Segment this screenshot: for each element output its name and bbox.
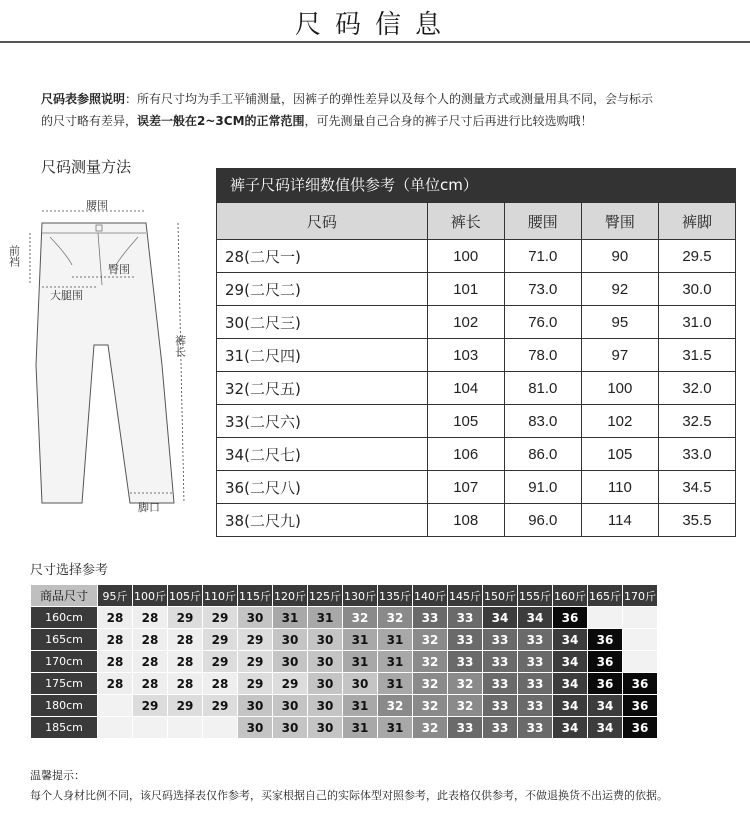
pick-cell: 31: [343, 717, 378, 739]
weight-header: 125斤: [308, 585, 343, 607]
pick-cell: 30: [308, 651, 343, 673]
height-header: 185cm: [31, 717, 98, 739]
weight-header: 115斤: [238, 585, 273, 607]
size-table-grid: [216, 202, 736, 537]
pick-cell: 29: [203, 629, 238, 651]
size-table-row: [217, 372, 736, 405]
pick-cell: 32: [448, 695, 483, 717]
measure-cell: 32.5: [658, 405, 735, 438]
notice-title: 温馨提示：: [30, 769, 85, 782]
weight-header: 155斤: [518, 585, 553, 607]
pick-cell: 28: [168, 651, 203, 673]
size-table-header-row: [217, 203, 736, 240]
pick-cell: 34: [553, 629, 588, 651]
pants-diagram: [7, 185, 202, 520]
col-header: 腰围: [504, 203, 581, 240]
measure-cell: 101: [427, 273, 504, 306]
label-waist: 腰围: [86, 199, 108, 212]
weight-header: 150斤: [483, 585, 518, 607]
pick-cell: 34: [553, 673, 588, 695]
weight-header: 100斤: [133, 585, 168, 607]
measure-cell: 30.0: [658, 273, 735, 306]
size-cell: 30(二尺三): [217, 306, 428, 339]
pick-cell: 32: [413, 629, 448, 651]
pick-cell: 33: [483, 717, 518, 739]
size-table-row: [217, 306, 736, 339]
measure-cell: 86.0: [504, 438, 581, 471]
size-table-row: [217, 438, 736, 471]
weight-header: 145斤: [448, 585, 483, 607]
label-front-rise: 前裆: [7, 245, 21, 267]
pick-cell: 34: [588, 717, 623, 739]
pick-cell: 30: [308, 673, 343, 695]
title-divider: [0, 41, 750, 43]
pick-cell: 33: [448, 629, 483, 651]
size-note-tolerance: 误差一般在2~3CM的正常范围: [137, 114, 305, 128]
pick-cell: 32: [413, 673, 448, 695]
col-header: 尺码: [217, 203, 428, 240]
size-table-row: [217, 339, 736, 372]
pick-cell: 32: [378, 607, 413, 629]
pick-cell: 31: [378, 651, 413, 673]
label-hip: 臀围: [108, 263, 130, 276]
pick-cell: [98, 695, 133, 717]
pick-cell: 29: [168, 607, 203, 629]
pick-cell: 31: [273, 607, 308, 629]
pick-cell: 28: [98, 629, 133, 651]
pick-cell: 32: [413, 717, 448, 739]
weight-header: 165斤: [588, 585, 623, 607]
pick-cell: 30: [343, 673, 378, 695]
pick-cell: 28: [168, 673, 203, 695]
pick-cell: 30: [273, 651, 308, 673]
pick-header-row: [31, 585, 658, 607]
measure-cell: 76.0: [504, 306, 581, 339]
title-bar: [0, 0, 750, 44]
pick-cell: 28: [98, 651, 133, 673]
size-cell: 34(二尺七): [217, 438, 428, 471]
pick-cell: 31: [378, 717, 413, 739]
pick-cell: 31: [343, 651, 378, 673]
size-cell: 29(二尺二): [217, 273, 428, 306]
pick-cell: 33: [413, 607, 448, 629]
pants-outline: [36, 223, 174, 503]
pick-cell: 30: [273, 629, 308, 651]
pick-cell: 28: [203, 673, 238, 695]
pick-cell: 33: [448, 717, 483, 739]
pick-cell: 29: [238, 629, 273, 651]
measure-cell: 32.0: [658, 372, 735, 405]
label-length: 裤长: [173, 335, 187, 357]
size-table-row: [217, 471, 736, 504]
measure-cell: 92: [581, 273, 658, 306]
pick-cell: [623, 651, 658, 673]
pick-cell: 28: [133, 607, 168, 629]
measure-cell: 96.0: [504, 504, 581, 537]
measure-method-title: 尺码测量方法: [41, 158, 132, 176]
pick-cell: 34: [553, 651, 588, 673]
pick-cell: 31: [343, 629, 378, 651]
pick-cell: 32: [413, 651, 448, 673]
measure-cell: 114: [581, 504, 658, 537]
label-thigh: 大腿围: [50, 289, 83, 302]
pick-cell: 30: [238, 607, 273, 629]
pick-row: [31, 717, 658, 739]
measure-cell: 78.0: [504, 339, 581, 372]
weight-header: 170斤: [623, 585, 658, 607]
height-header: 170cm: [31, 651, 98, 673]
pick-cell: [133, 717, 168, 739]
pick-cell: [203, 717, 238, 739]
size-pick-table: [30, 584, 658, 739]
pick-cell: 28: [98, 673, 133, 695]
col-header: 裤长: [427, 203, 504, 240]
pick-cell: 34: [483, 607, 518, 629]
weight-header: 105斤: [168, 585, 203, 607]
label-hem: 脚口: [138, 501, 160, 514]
size-table-row: [217, 504, 736, 537]
height-header: 175cm: [31, 673, 98, 695]
size-cell: 28(二尺一): [217, 240, 428, 273]
notice: [30, 766, 668, 806]
weight-header: 110斤: [203, 585, 238, 607]
pick-cell: 29: [203, 651, 238, 673]
pick-cell: 29: [238, 673, 273, 695]
pick-row: [31, 695, 658, 717]
pick-cell: 36: [588, 651, 623, 673]
notice-text: 每个人身材比例不同，该尺码选择表仅作参考，买家根据自己的实际体型对照参考，此表格仅供参考，不做退换货不出运费的依据。: [30, 789, 668, 802]
measure-cell: 33.0: [658, 438, 735, 471]
pick-cell: [623, 629, 658, 651]
measure-cell: 105: [581, 438, 658, 471]
measure-cell: 29.5: [658, 240, 735, 273]
pick-cell: 33: [518, 629, 553, 651]
pick-cell: 32: [378, 695, 413, 717]
measure-cell: 108: [427, 504, 504, 537]
size-note-text1: ：所有尺寸均为手工平铺测量，因裤子的弹性差异以及每个人的测量方式或测量用具不同，会与标示: [125, 92, 654, 106]
pick-cell: 32: [343, 607, 378, 629]
size-table-row: [217, 273, 736, 306]
pick-cell: 32: [413, 695, 448, 717]
pick-cell: [98, 717, 133, 739]
pick-cell: 34: [553, 695, 588, 717]
pick-cell: 28: [133, 651, 168, 673]
measure-cell: 107: [427, 471, 504, 504]
pick-cell: 28: [98, 607, 133, 629]
weight-header: 130斤: [343, 585, 378, 607]
measure-cell: 102: [581, 405, 658, 438]
pick-cell: 30: [238, 695, 273, 717]
pick-cell: 36: [623, 695, 658, 717]
pick-row: [31, 629, 658, 651]
measure-cell: 106: [427, 438, 504, 471]
height-header: 165cm: [31, 629, 98, 651]
pick-cell: 33: [483, 695, 518, 717]
measure-cell: 91.0: [504, 471, 581, 504]
length-measure-line: [178, 223, 184, 503]
pick-cell: 33: [518, 673, 553, 695]
weight-header: 95斤: [98, 585, 133, 607]
pick-cell: 33: [518, 651, 553, 673]
pick-row: [31, 673, 658, 695]
measure-cell: 100: [581, 372, 658, 405]
pick-row: [31, 607, 658, 629]
size-table-title: 裤子尺码详细数值供参考（单位cm）: [216, 168, 736, 202]
pick-cell: 30: [308, 629, 343, 651]
pick-cell: [168, 717, 203, 739]
pick-cell: 36: [623, 717, 658, 739]
measure-cell: 83.0: [504, 405, 581, 438]
pick-row: [31, 651, 658, 673]
size-table: [216, 168, 736, 537]
page-title: 尺码信息: [294, 10, 455, 40]
pick-cell: 32: [448, 673, 483, 695]
measure-cell: 105: [427, 405, 504, 438]
pick-cell: 33: [483, 673, 518, 695]
pick-cell: 34: [553, 717, 588, 739]
size-note-text3: ，可先测量自己合身的裤子尺寸后再进行比较选购哦！: [304, 114, 593, 128]
pick-cell: 33: [448, 607, 483, 629]
measure-cell: 103: [427, 339, 504, 372]
pick-cell: 31: [343, 695, 378, 717]
pick-cell: 36: [588, 629, 623, 651]
pick-cell: 36: [553, 607, 588, 629]
pick-cell: 33: [483, 629, 518, 651]
weight-header: 120斤: [273, 585, 308, 607]
pick-cell: 33: [518, 717, 553, 739]
pick-cell: [588, 607, 623, 629]
pick-cell: 30: [308, 717, 343, 739]
pick-cell: 30: [273, 717, 308, 739]
weight-header: 140斤: [413, 585, 448, 607]
measure-cell: 31.5: [658, 339, 735, 372]
pick-cell: 33: [518, 695, 553, 717]
measure-cell: 35.5: [658, 504, 735, 537]
pick-corner: 商品尺寸: [31, 585, 98, 607]
pick-cell: 30: [273, 695, 308, 717]
size-table-row: [217, 240, 736, 273]
pick-cell: 29: [238, 651, 273, 673]
measure-cell: 97: [581, 339, 658, 372]
weight-header: 135斤: [378, 585, 413, 607]
height-header: 160cm: [31, 607, 98, 629]
col-header: 臀围: [581, 203, 658, 240]
pick-cell: 31: [378, 673, 413, 695]
pick-cell: 33: [483, 651, 518, 673]
measure-cell: 81.0: [504, 372, 581, 405]
pick-cell: 29: [168, 695, 203, 717]
pick-cell: 34: [518, 607, 553, 629]
size-cell: 32(二尺五): [217, 372, 428, 405]
measure-cell: 100: [427, 240, 504, 273]
measure-cell: 110: [581, 471, 658, 504]
weight-header: 160斤: [553, 585, 588, 607]
pick-cell: 30: [308, 695, 343, 717]
measure-cell: 71.0: [504, 240, 581, 273]
size-cell: 33(二尺六): [217, 405, 428, 438]
measure-cell: 31.0: [658, 306, 735, 339]
measure-cell: 104: [427, 372, 504, 405]
measure-cell: 73.0: [504, 273, 581, 306]
pick-cell: 33: [448, 651, 483, 673]
pick-cell: 31: [308, 607, 343, 629]
pick-cell: 34: [588, 695, 623, 717]
pick-cell: 36: [588, 673, 623, 695]
size-note: [41, 88, 731, 132]
pick-cell: 28: [133, 673, 168, 695]
size-cell: 38(二尺九): [217, 504, 428, 537]
size-table-row: [217, 405, 736, 438]
pick-cell: 29: [273, 673, 308, 695]
measure-cell: 95: [581, 306, 658, 339]
size-pick-title: 尺寸选择参考: [30, 563, 109, 578]
size-cell: 36(二尺八): [217, 471, 428, 504]
pick-cell: 29: [203, 695, 238, 717]
pick-cell: [623, 607, 658, 629]
size-note-label: 尺码表参照说明: [41, 92, 126, 106]
size-cell: 31(二尺四): [217, 339, 428, 372]
pick-cell: 31: [378, 629, 413, 651]
pick-cell: 28: [168, 629, 203, 651]
pick-cell: 30: [238, 717, 273, 739]
size-note-text2: 的尺寸略有差异，: [41, 114, 138, 128]
col-header: 裤脚: [658, 203, 735, 240]
measure-cell: 34.5: [658, 471, 735, 504]
measure-cell: 102: [427, 306, 504, 339]
measure-cell: 90: [581, 240, 658, 273]
pick-cell: 29: [133, 695, 168, 717]
pick-cell: 36: [623, 673, 658, 695]
pick-cell: 28: [133, 629, 168, 651]
height-header: 180cm: [31, 695, 98, 717]
pick-cell: 29: [203, 607, 238, 629]
